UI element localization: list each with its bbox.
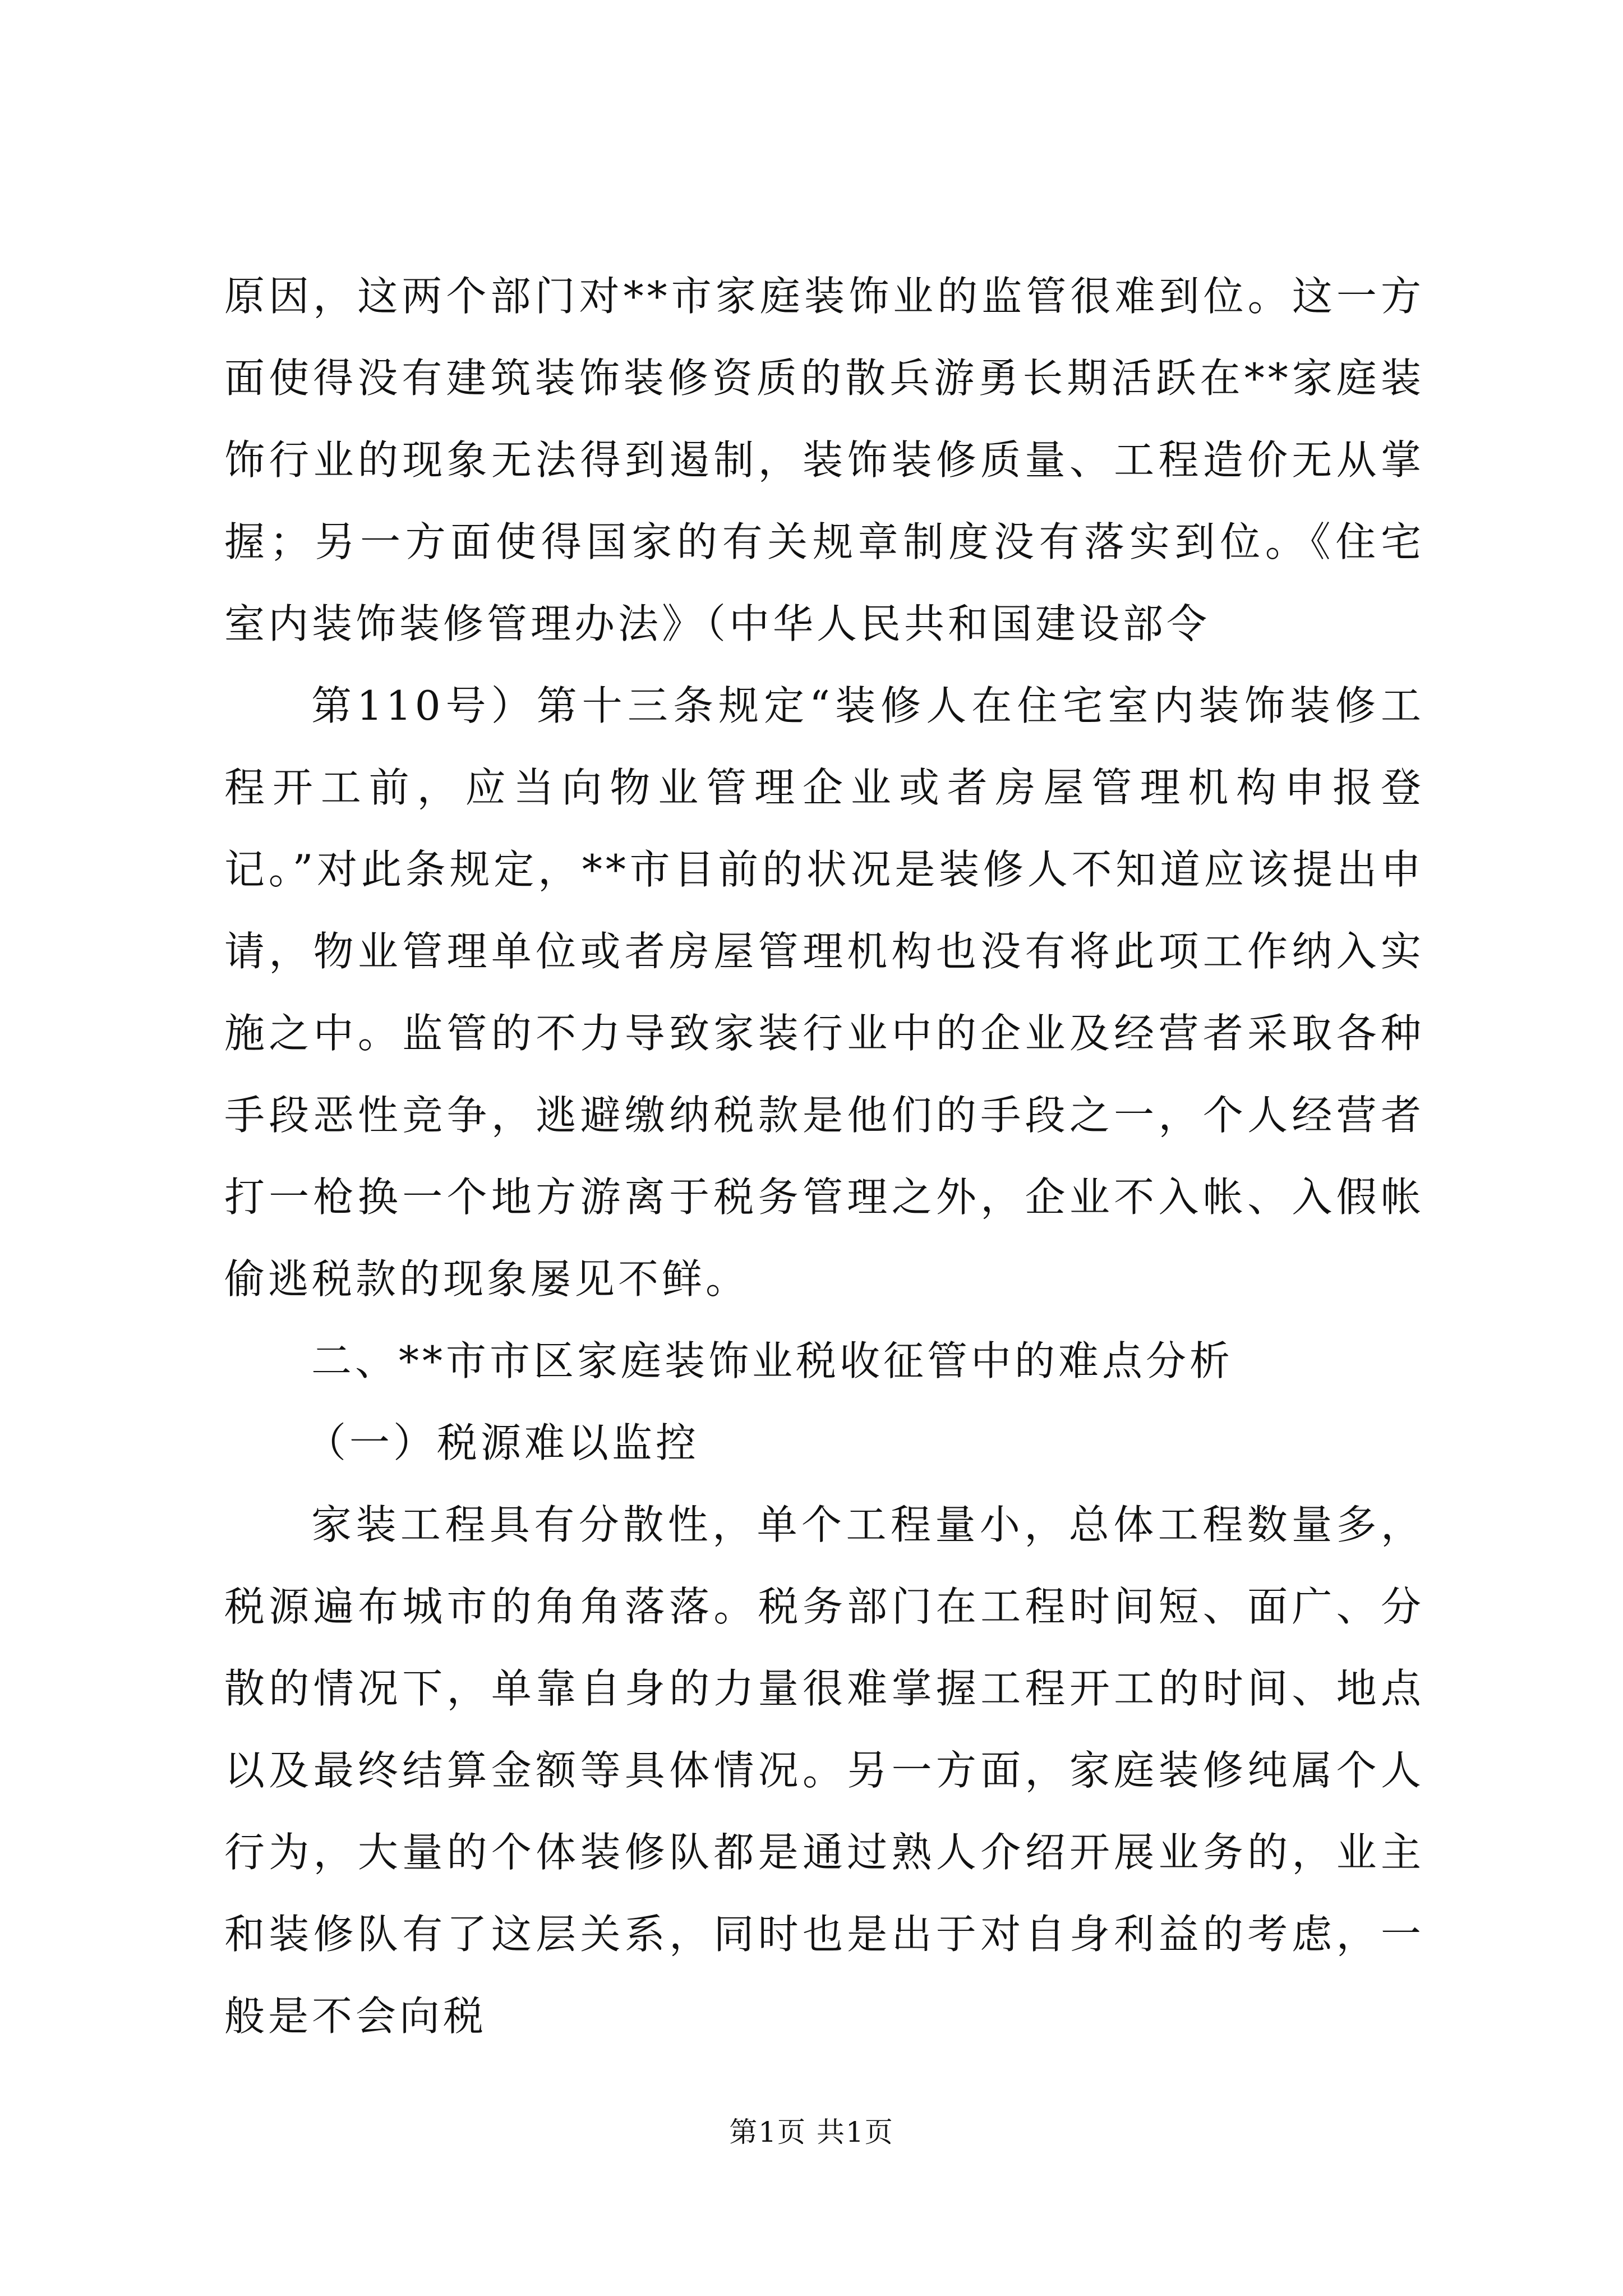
sub-heading: （一）税源难以监控 (306, 1419, 700, 1466)
page-footer: 第1页 共1页 (729, 2116, 894, 2148)
section-heading: 二、**市市区家庭装饰业税收征管中的难点分析 (311, 1337, 1234, 1384)
document-body (224, 255, 1424, 2057)
paragraph-1: 原因，这两个部门对**市家庭装饰业的监管很难到位。这一方面使得没有建筑装饰装修资质的散兵游勇长期活跃在**家庭装饰行业的现象无法得到遏制，装饰装修质量、工程造价无从掌握；另一方面使得国家的有关规章制度没有落实到位。《住宅室内装饰装修管理办法》（中华人民共和国建设部令 (224, 273, 1424, 647)
paragraph-3: 家装工程具有分散性，单个工程量小，总体工程数量多，税源遍布城市的角角落落。税务部门在工程时间短、面广、分散的情况下，单靠自身的力量很难掌握工程开工的时间、地点以及最终结算金额等具体情况。另一方面，家庭装修纯属个人行为，大量的个体装修队都是通过熟人介绍开展业务的，业主和装修队有了这层关系，同时也是出于对自身利益的考虑，一般是不会向税 (224, 1501, 1424, 2040)
paragraph-2: 第110号）第十三条规定“装修人在住宅室内装饰装修工程开工前，应当向物业管理企业或者房屋管理机构申报登记。”对此条规定，**市目前的状况是装修人不知道应该提出申请，物业管理单位或者房屋管理机构也没有将此项工作纳入实施之中。监管的不力导致家装行业中的企业及经营者采取各种手段恶性竞争，逃避缴纳税款是他们的手段之一，个人经营者打一枪换一个地方游离于税务管理之外，企业不入帐、入假帐偷逃税款的现象屡见不鲜。 (224, 682, 1424, 1303)
